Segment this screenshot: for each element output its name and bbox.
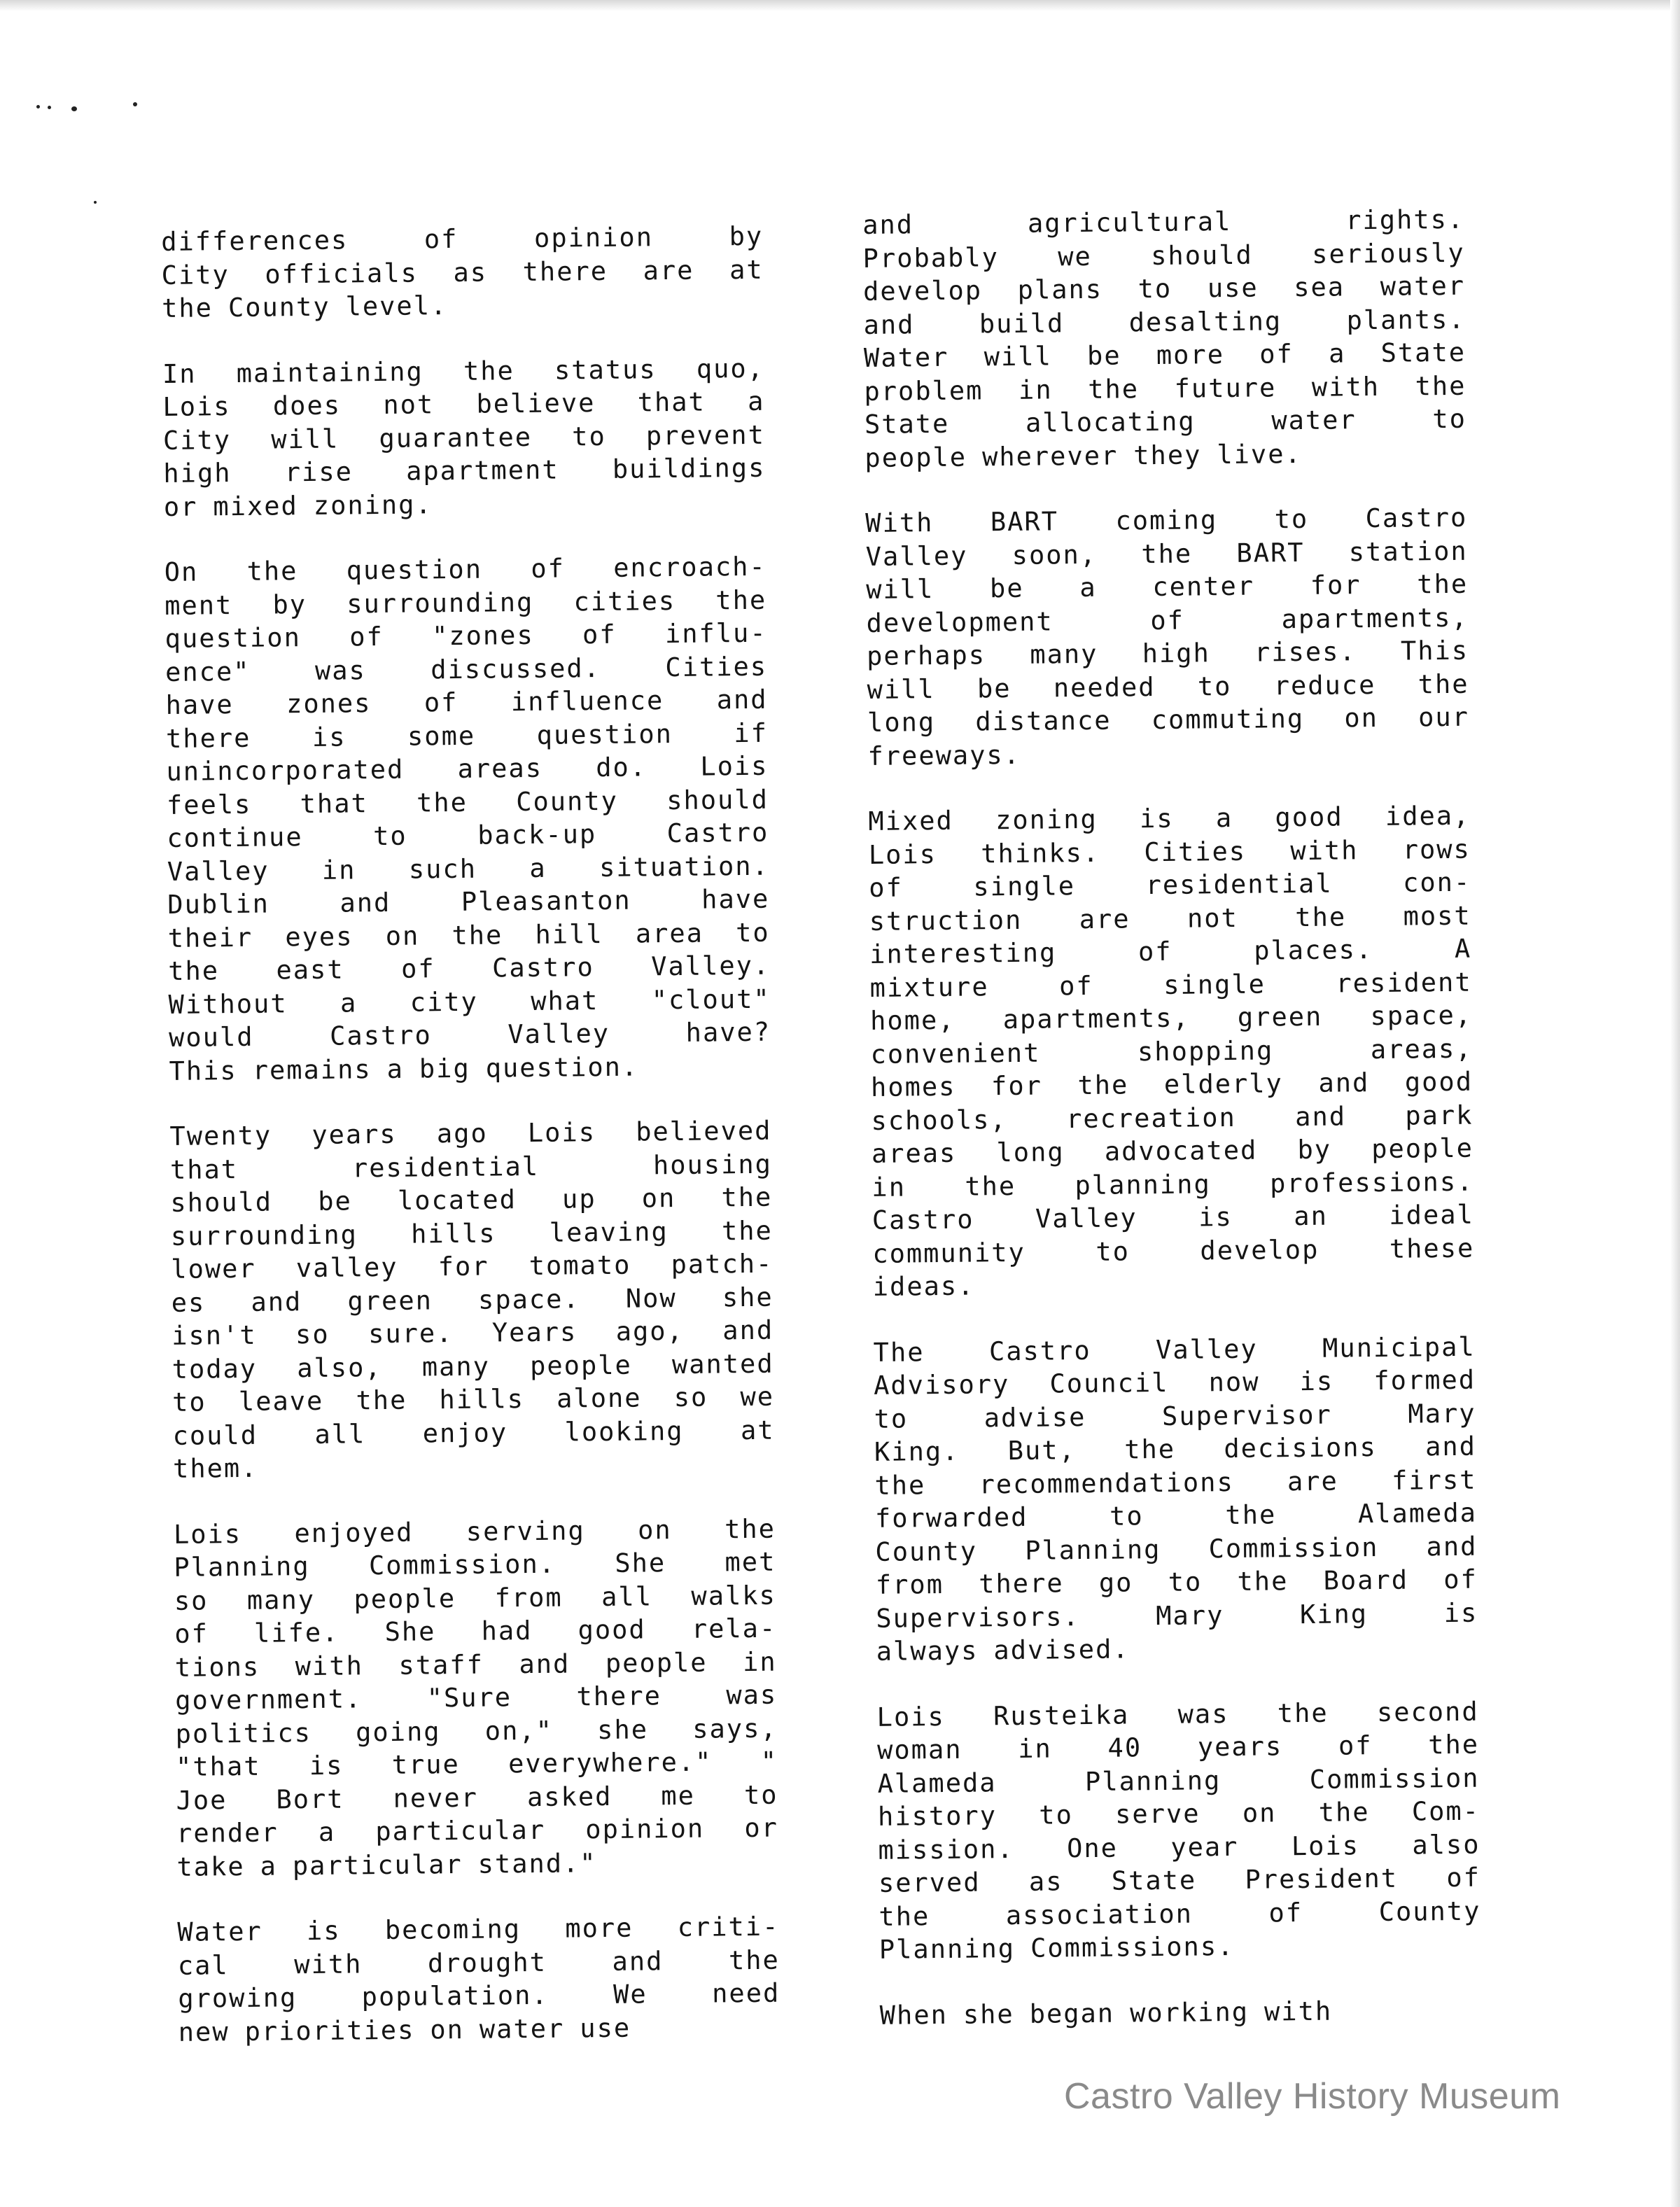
text-line: always advised. xyxy=(876,1634,1130,1667)
text-line: question of "zones of influ- xyxy=(164,617,767,654)
text-line: lower valley for tomato patch- xyxy=(171,1248,774,1284)
text-line: should be located up on the xyxy=(170,1182,773,1218)
text-line: would Castro Valley have? xyxy=(168,1016,771,1053)
text-line: community to develop these xyxy=(872,1233,1475,1269)
text-line: Planning Commission. She met xyxy=(174,1546,776,1583)
text-line: areas long advocated by people xyxy=(871,1133,1474,1169)
scan-speck xyxy=(71,106,77,111)
text-line: Joe Bort never asked me to xyxy=(176,1779,778,1816)
text-line: could all enjoy looking at xyxy=(172,1415,775,1451)
left-column-paragraph xyxy=(164,550,771,1088)
scan-speck xyxy=(48,106,51,109)
text-line: convenient shopping areas, xyxy=(870,1033,1473,1070)
text-line: mixture of single resident xyxy=(869,967,1472,1003)
text-line: continue to back-up Castro xyxy=(167,817,769,853)
text-line: problem in the future with the xyxy=(864,370,1466,407)
text-line: from there go to the Board of xyxy=(875,1564,1478,1600)
text-line: On the question of encroach- xyxy=(164,551,766,587)
text-line: render a particular opinion or xyxy=(176,1812,779,1849)
text-line: there is some question if xyxy=(165,717,769,754)
text-line: Castro Valley is an ideal xyxy=(872,1199,1474,1235)
text-line: struction are not the most xyxy=(869,900,1471,937)
text-line: home, apartments, green space, xyxy=(869,1000,1473,1036)
left-column-paragraph xyxy=(161,220,764,325)
text-line: will be needed to reduce the xyxy=(867,668,1469,705)
text-line: This remains a big question. xyxy=(169,1051,639,1086)
right-column-paragraph xyxy=(873,1330,1478,1668)
text-line: mission. One year Lois also xyxy=(878,1829,1480,1865)
text-line: in the planning professions. xyxy=(872,1166,1474,1203)
text-line: and agricultural rights. xyxy=(862,204,1465,240)
text-line: Water is becoming more criti- xyxy=(177,1911,780,1947)
text-line: have zones of influence and xyxy=(165,684,768,720)
text-line: Alameda Planning Commission xyxy=(877,1763,1480,1799)
text-line: es and green space. Now she xyxy=(171,1282,774,1318)
text-line: the County level. xyxy=(161,290,448,323)
text-line: State allocating water to xyxy=(864,403,1467,440)
right-column-paragraph xyxy=(880,1993,1482,2032)
text-line: ence" was discussed. Cities xyxy=(164,651,768,687)
text-line: "that is true everywhere." " xyxy=(175,1746,778,1782)
text-line: Water will be more of a State xyxy=(863,337,1466,373)
left-text-column xyxy=(161,220,780,2081)
text-line: interesting of places. A xyxy=(869,933,1472,969)
text-line: today also, many people wanted xyxy=(172,1348,774,1385)
text-line: Lois enjoyed serving on the xyxy=(173,1513,776,1550)
text-line: Dublin and Pleasanton have xyxy=(167,883,770,920)
text-line: long distance commuting on our xyxy=(867,701,1470,738)
text-line: growing population. We need xyxy=(178,1977,780,2014)
text-line: When she began working with xyxy=(879,1996,1333,2031)
text-line: of single residential con- xyxy=(869,867,1471,903)
text-line: people wherever they live. xyxy=(864,438,1302,473)
text-line: schools, recreation and park xyxy=(871,1100,1474,1136)
text-line: County Planning Commission and xyxy=(875,1531,1478,1567)
text-line: that residential housing xyxy=(169,1149,773,1185)
text-line: politics going on," she says, xyxy=(175,1713,778,1749)
text-line: or mixed zoning. xyxy=(163,489,433,522)
text-line: Mixed zoning is a good idea, xyxy=(868,800,1471,836)
museum-watermark: Castro Valley History Museum xyxy=(1064,2076,1561,2117)
text-line: the association of County xyxy=(878,1896,1481,1932)
text-line: Planning Commissions. xyxy=(878,1931,1235,1965)
right-column-paragraph xyxy=(865,501,1470,773)
scan-speck xyxy=(94,201,97,204)
right-column-paragraph xyxy=(868,799,1475,1304)
left-column-paragraph xyxy=(162,351,766,524)
text-line: their eyes on the hill area to xyxy=(167,917,770,953)
text-line: ment by surrounding cities the xyxy=(164,584,767,621)
text-line: them. xyxy=(172,1452,258,1484)
text-line: to leave the hills alone so we xyxy=(172,1381,775,1417)
text-line: King. But, the decisions and xyxy=(874,1431,1477,1467)
scan-edge-right xyxy=(1670,0,1680,2207)
text-line: forwarded to the Alameda xyxy=(874,1497,1478,1534)
left-column-paragraph xyxy=(177,1910,780,2049)
text-line: so many people from all walks xyxy=(174,1580,777,1616)
text-line: In maintaining the status quo, xyxy=(162,353,765,389)
left-column-paragraph xyxy=(174,1512,779,1884)
text-line: take a particular stand." xyxy=(176,1847,597,1882)
text-line: Lois does not believe that a xyxy=(162,386,765,422)
text-line: served as State President of xyxy=(878,1862,1481,1898)
text-line: Lois thinks. Cities with rows xyxy=(868,834,1471,870)
text-line: cal with drought and the xyxy=(177,1945,780,1981)
text-line: differences of opinion by xyxy=(161,220,764,257)
text-line: development of apartments, xyxy=(866,602,1469,638)
text-line: feels that the County should xyxy=(166,784,769,820)
text-line: The Castro Valley Municipal xyxy=(873,1331,1476,1368)
text-line: new priorities on water use xyxy=(178,2012,631,2047)
left-column-paragraph xyxy=(169,1114,775,1486)
scan-speck xyxy=(36,105,40,108)
text-line: ideas. xyxy=(872,1270,975,1302)
text-line: and build desalting plants. xyxy=(863,304,1466,340)
text-line: unincorporated areas do. Lois xyxy=(166,750,769,787)
text-line: freeways. xyxy=(867,739,1021,771)
text-line: Probably we should seriously xyxy=(862,237,1465,274)
text-line: tions with staff and people in xyxy=(174,1646,777,1683)
text-line: Lois Rusteika was the second xyxy=(876,1696,1479,1732)
scan-speck xyxy=(133,102,137,106)
text-line: City officials as there are at xyxy=(161,254,764,290)
text-line: of life. She had good rela- xyxy=(174,1613,777,1649)
text-line: Advisory Council now is formed xyxy=(873,1364,1476,1401)
text-line: develop plans to use sea water xyxy=(862,270,1466,307)
text-line: history to serve on the Com- xyxy=(877,1795,1480,1832)
text-line: will be a center for the xyxy=(866,568,1469,605)
text-line: isn't so sure. Years ago, and xyxy=(172,1315,774,1351)
text-line: woman in 40 years of the xyxy=(876,1729,1480,1765)
text-line: government. "Sure there was xyxy=(175,1679,778,1716)
text-line: City will guarantee to prevent xyxy=(162,419,766,456)
text-line: Without a city what "clout" xyxy=(168,983,771,1020)
right-column-paragraph xyxy=(862,203,1467,475)
text-line: Supervisors. Mary King is xyxy=(876,1597,1478,1634)
text-line: to advise Supervisor Mary xyxy=(874,1398,1476,1434)
text-line: Valley soon, the BART station xyxy=(865,535,1468,572)
text-line: With BART coming to Castro xyxy=(865,502,1468,538)
text-line: the recommendations are first xyxy=(874,1464,1477,1501)
text-line: high rise apartment buildings xyxy=(163,452,766,489)
text-line: perhaps many high rises. This xyxy=(866,635,1469,671)
text-line: the east of Castro Valley. xyxy=(168,950,771,986)
text-line: surrounding hills leaving the xyxy=(170,1215,774,1252)
text-line: homes for the elderly and good xyxy=(870,1066,1474,1102)
right-text-column xyxy=(862,203,1482,2064)
text-line: Valley in such a situation. xyxy=(167,850,770,887)
right-column-paragraph xyxy=(876,1695,1481,1966)
scan-edge-top xyxy=(0,0,1680,11)
text-line: Twenty years ago Lois believed xyxy=(169,1115,772,1151)
